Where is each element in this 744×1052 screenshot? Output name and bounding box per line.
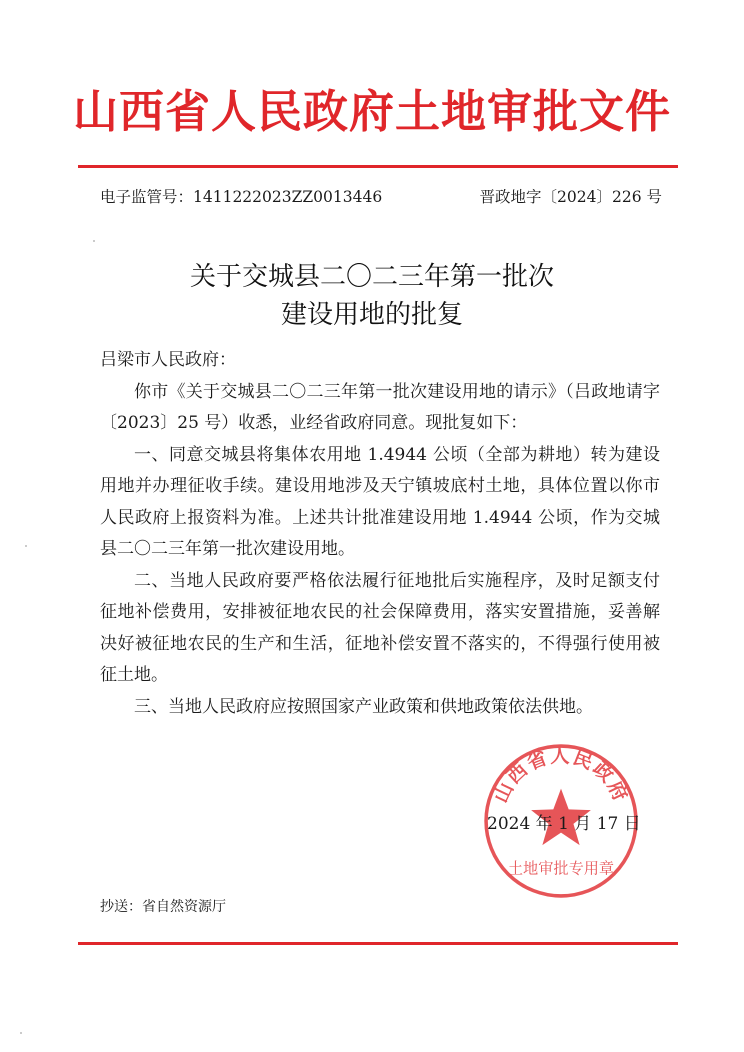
salutation: 吕梁市人民政府： [100, 350, 236, 370]
supervision-number: 电子监管号：1411222023ZZ0013446 [100, 188, 383, 206]
body-paragraph-1: 你市《关于交城县二〇二三年第一批次建设用地的请示》（吕政地请字〔2023〕25 号）收悉，业经省政府同意。现批复如下： [100, 381, 660, 433]
document-number: 晋政地字〔2024〕226 号 [479, 188, 662, 206]
footer-red-rule [78, 942, 678, 945]
body-paragraph-4: 三、当地人民政府应按照国家产业政策和供地政策依法供地。 [134, 696, 593, 717]
body-paragraph-3: 二、当地人民政府要严格依法履行征地批后实施程序，及时足额支付征地补偿费用，安排被征地农民的社会保障费用，落实安置措施，妥善解决好被征地农民的生产和生活，征地补偿安置不落实的，不得强行使用被征土地。 [100, 570, 660, 685]
document-title-line-2: 建设用地的批复 [280, 300, 463, 330]
header-red-rule [78, 165, 678, 168]
body-paragraph-2: 一、同意交城县将集体农用地 1.4944 公顷（全部为耕地）转为建设用地并办理征收手续。建设用地涉及天宁镇坡底村土地，具体位置以你市人民政府上报资料为准。上述共计批准建设用地 1.4944 公顷，作为交城县二〇二三年第一批次建设用地。 [100, 444, 660, 559]
scan-speck [25, 545, 27, 547]
cc-line: 抄送：省自然资源厅 [100, 899, 226, 915]
document-title [0, 258, 744, 334]
scan-speck [93, 240, 95, 242]
seal-bottom-text: 土地审批专用章 [507, 859, 615, 878]
scan-speck [20, 1032, 22, 1034]
document-header-title: 山西省人民政府土地审批文件 [72, 85, 671, 138]
seal-arc-text: 山西省人民政府 [488, 744, 634, 807]
issue-date: 2024 年 1 月 17 日 [487, 814, 641, 834]
document-meta-row [100, 186, 662, 208]
document-body [100, 345, 660, 723]
document-title-line-1: 关于交城县二〇二三年第一批次 [189, 262, 554, 292]
